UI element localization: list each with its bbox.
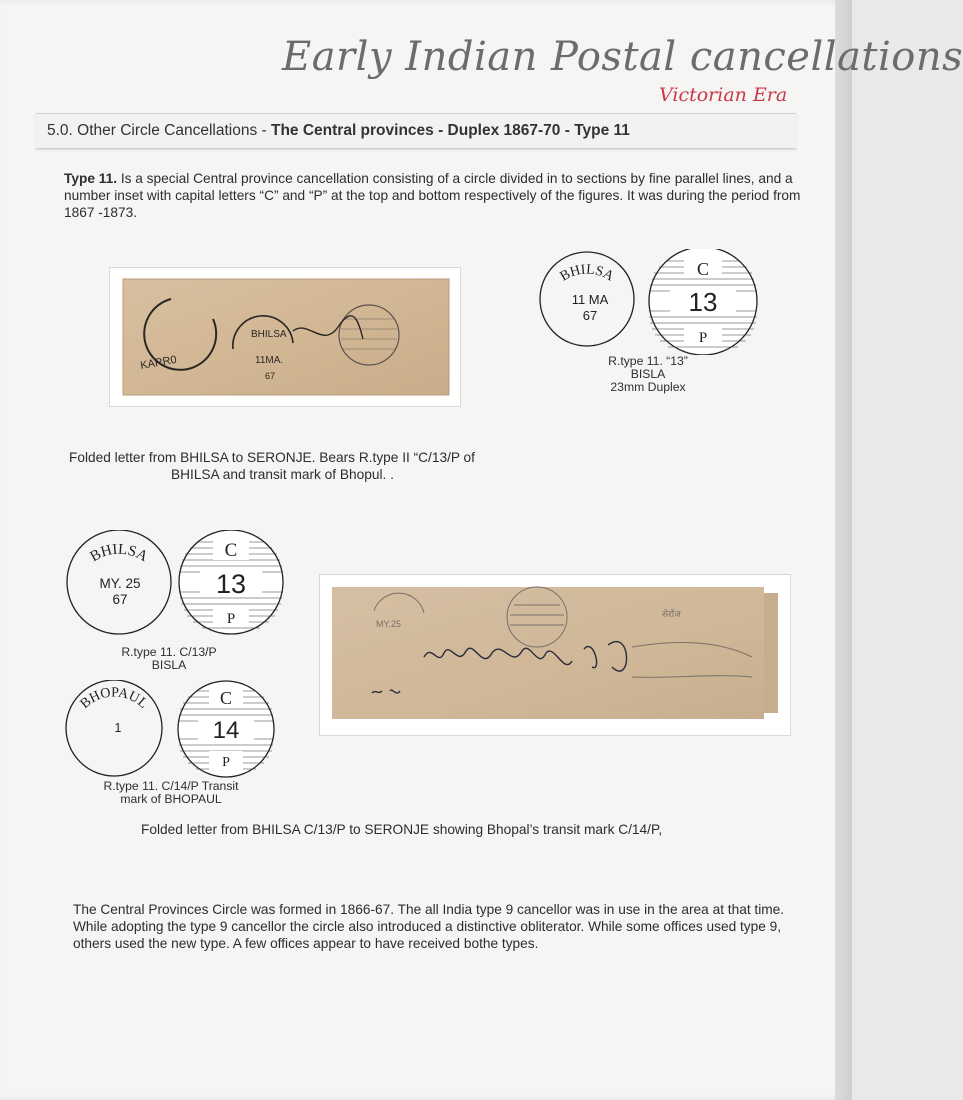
intro-text: Is a special Central province cancellation consisting of a circle divided in to sections by fine parallel lines, and a number inset with capital letters “C” and “P” at the top and bottom respectively of the figures. It was during the period from 1867 -1873.: [64, 171, 801, 220]
duplex-number-2: 13: [215, 569, 247, 599]
stamp-caption-3: R.type 11. C/14/P Transit mark of BHOPAUL: [103, 779, 239, 806]
duplex-bottom-letter-1: P: [698, 330, 708, 346]
stamp-caption-1: R.type 11. “13” BISLA 23mm Duplex: [608, 354, 688, 394]
stamp-illustration-1: [536, 249, 762, 355]
svg-text:MY.25: MY.25: [376, 619, 401, 629]
stamp-caption-2: R.type 11. C/13/P BISLA: [121, 645, 217, 672]
duplex-bottom-letter-2: P: [226, 611, 236, 627]
svg-text:BHILSA: BHILSA: [251, 329, 287, 340]
datestamp-town-3: BHOPAUL: [77, 685, 151, 712]
datestamp-date-1: 11 MA: [571, 292, 609, 307]
section-title: The Central provinces - Duplex 1867-70 - Type 11: [270, 122, 630, 139]
stamp-illustration-2: [66, 530, 288, 636]
duplex-top-letter-2: C: [224, 540, 238, 561]
cover-photo-frame-2: [319, 574, 791, 736]
datestamp-year-1: 67: [582, 308, 598, 323]
svg-text:67: 67: [265, 371, 276, 381]
datestamp-town-1: BHILSA: [557, 262, 617, 285]
duplex-top-letter-1: C: [696, 259, 710, 279]
closing-paragraph: The Central Provinces Circle was formed in 1866-67. The all India type 9 cancellor was in use in the area at that time. While adopting the type 9 cancellor the circle also introduced a distinctive obliterator. While some offices used type 9, others used the new type. A few offices appear to have received bothe types.: [73, 902, 785, 951]
cover-caption-2: Folded letter from BHILSA C/13/P to SERONJE showing Bhopal’s transit mark C/14/P,: [141, 822, 663, 837]
cover-image-1: [123, 279, 449, 395]
datestamp-date-2: MY. 25: [99, 576, 141, 591]
duplex-number-1: 13: [688, 287, 718, 317]
section-number: 5.0. Other Circle Cancellations -: [47, 122, 271, 139]
cover-image-2: [332, 587, 778, 719]
section-header: [36, 113, 796, 149]
duplex-number-3: 14: [212, 717, 240, 744]
intro-paragraph: [64, 170, 804, 221]
svg-text:KARR0: KARR0: [139, 353, 178, 372]
datestamp-date-3: 1: [114, 721, 122, 735]
datestamp-town-2: BHILSA: [87, 541, 151, 566]
svg-text:सेरोंज: सेरोंज: [662, 609, 681, 619]
duplex-top-letter-3: C: [219, 688, 233, 708]
cover-photo-frame-1: [109, 267, 461, 407]
cover-caption-1: Folded letter from BHILSA to SERONJE. Bears R.type II “C/13/P of BHILSA and transit mark of Bhopul. .: [69, 450, 475, 482]
svg-text:11MA.: 11MA.: [255, 355, 284, 366]
datestamp-year-2: 67: [112, 592, 128, 607]
page-subtitle: Victorian Era: [659, 84, 788, 106]
stamp-illustration-3: [64, 680, 276, 778]
duplex-bottom-letter-3: P: [222, 755, 230, 770]
intro-lead: Type 11.: [64, 171, 118, 186]
page-edge: [835, 0, 852, 1100]
page-title: Early Indian Postal cancellations: [282, 34, 963, 80]
